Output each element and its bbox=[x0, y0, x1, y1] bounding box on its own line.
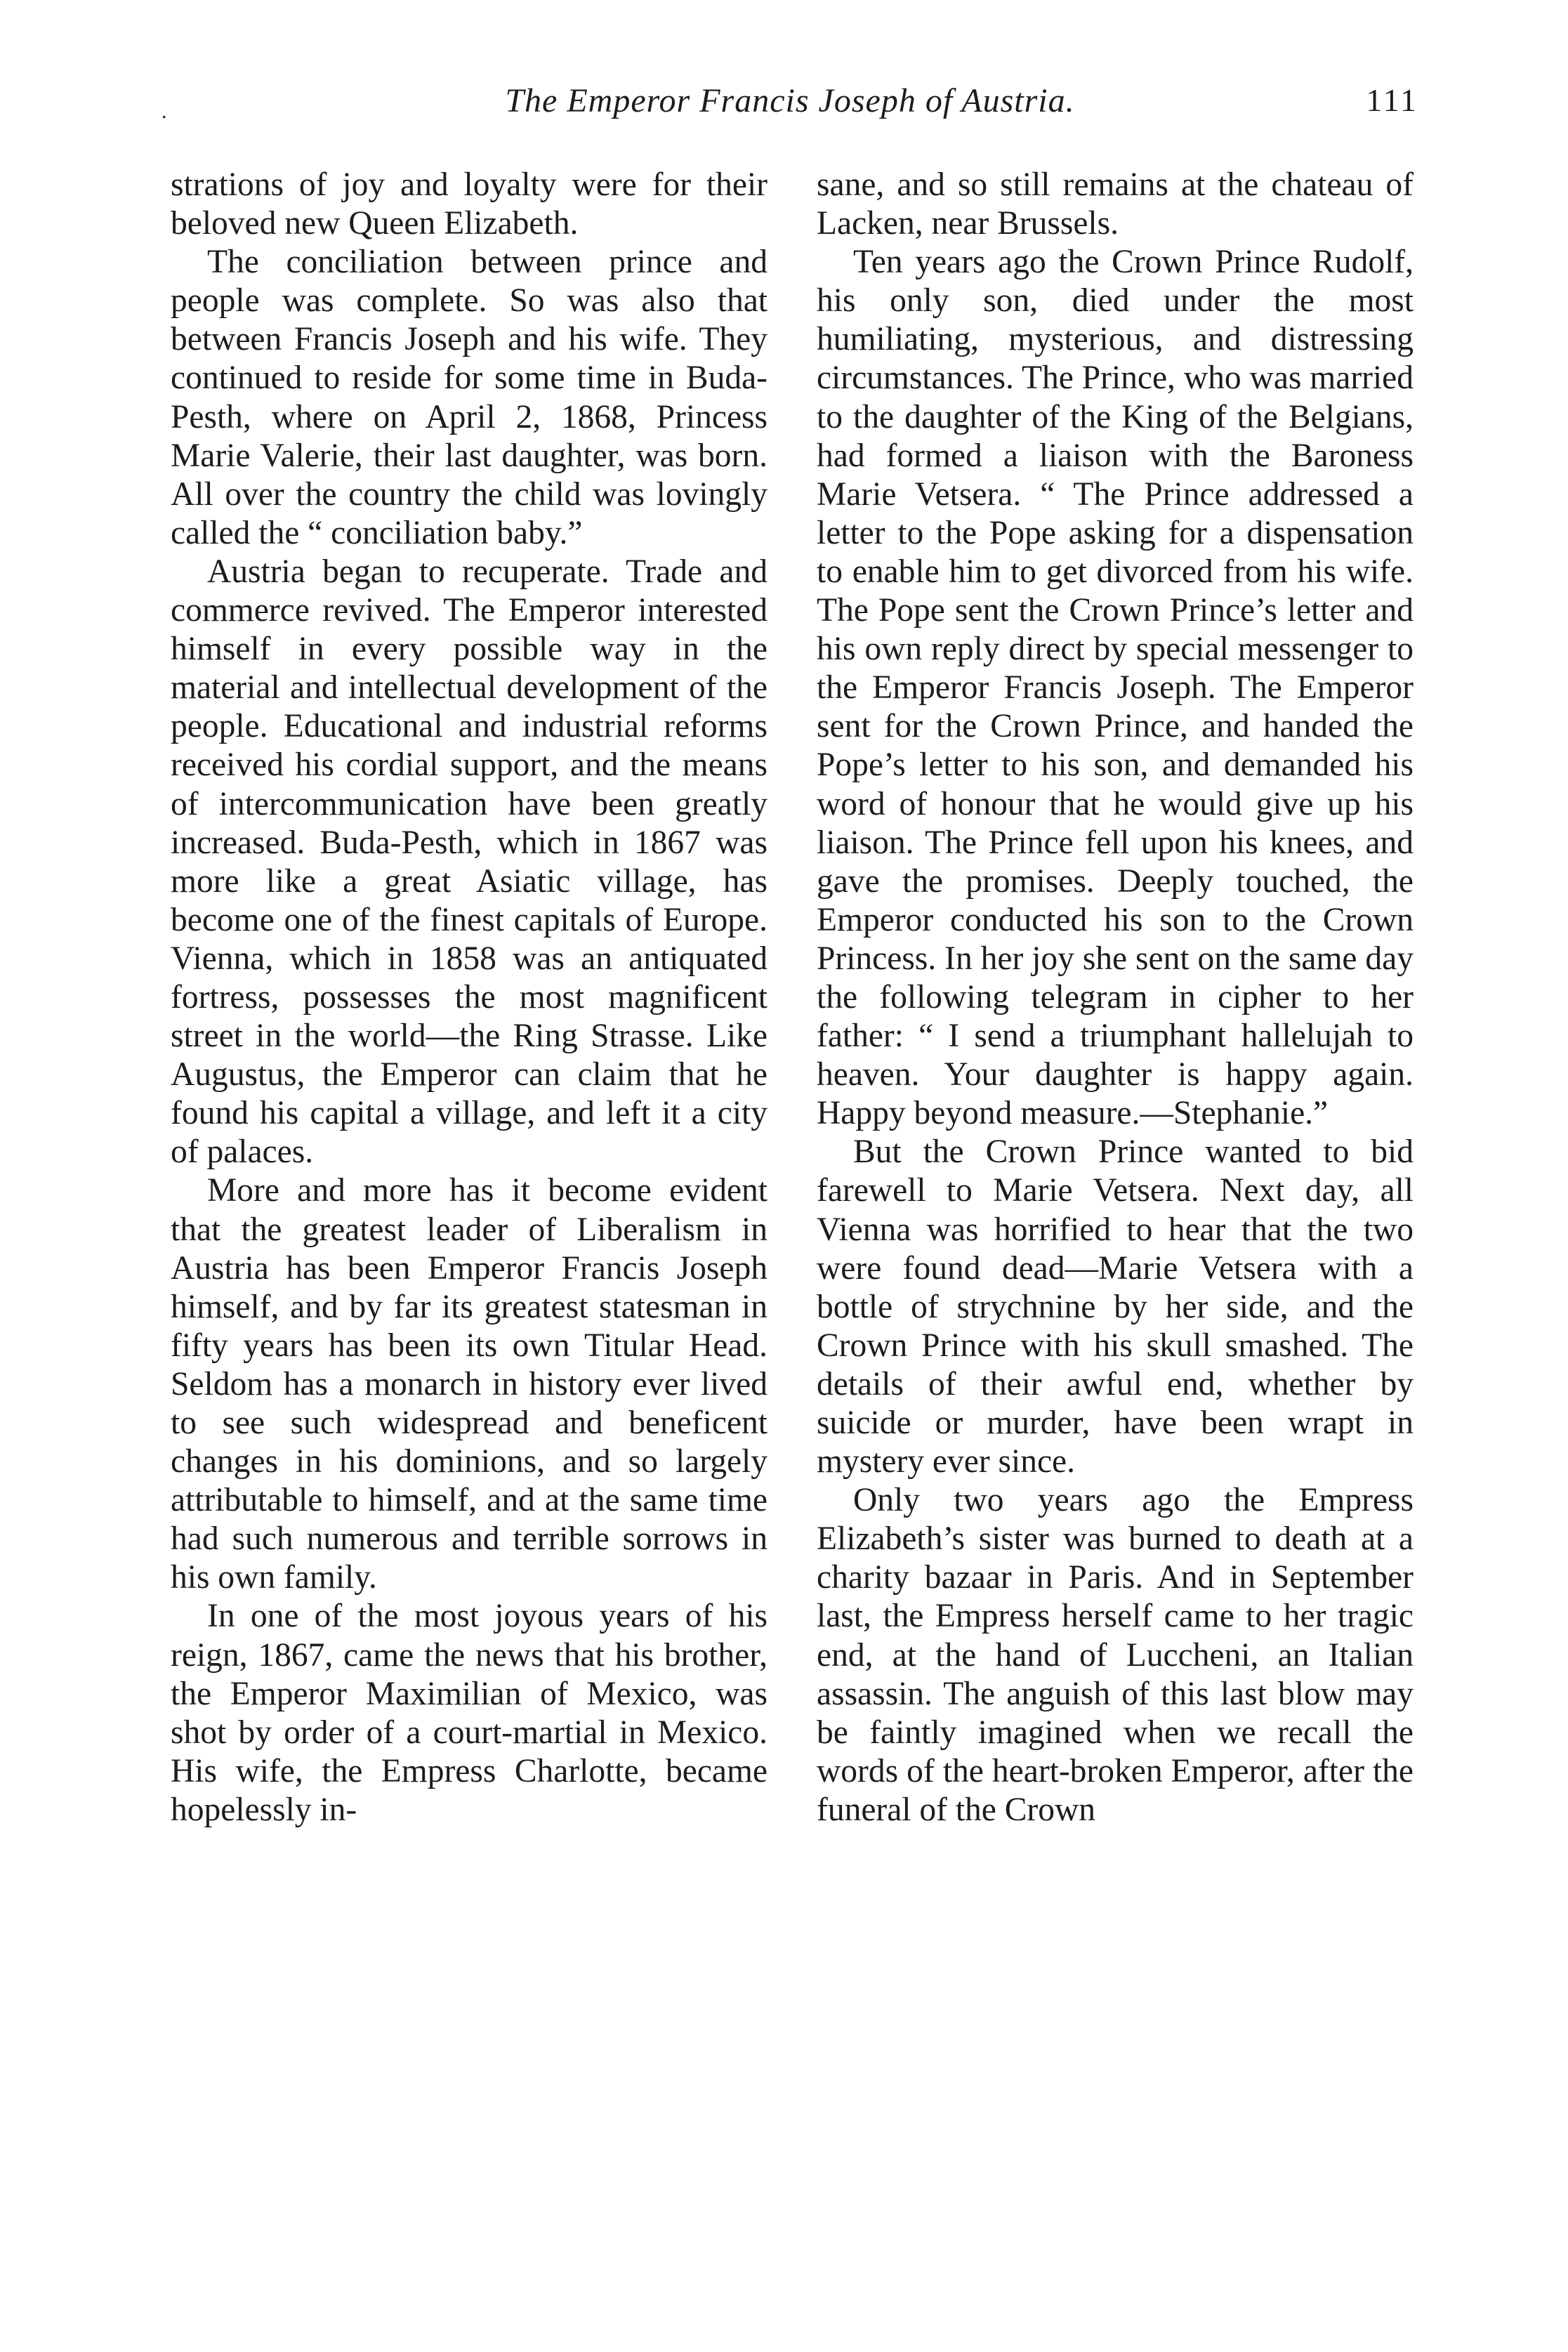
left-column bbox=[171, 166, 767, 1829]
paragraph: strations of joy and loyalty were for their beloved new Queen Elizabeth. bbox=[171, 166, 767, 242]
paragraph: In one of the most joyous years of his reign, 1867, came the news that his brother, the Emperor Maximilian of Mexico, was shot by order of a court-martial in Mexico. His wife, the Empress Charlotte, became hopelessly in- bbox=[171, 1598, 767, 1828]
running-title: The Emperor Francis Joseph of Austria. bbox=[505, 82, 1075, 119]
paragraph: Austria began to recuperate. Trade and commerce revived. The Emperor interested himself in every possible way in the material and intellectual development of the people. Educational and industrial reforms received his cordial support, and the means of intercommunication have been greatly increased. Buda-Pesth, which in 1867 was more like a great Asiatic village, has become one of the finest capitals of Europe. Vienna, which in 1858 was an antiquated fortress, possesses the most magnificent street in the world—the Ring Strasse. Like Augustus, the Emperor can claim that he found his capital a village, and left it a city of palaces. bbox=[171, 553, 767, 1171]
paragraph: The conciliation between prince and people was complete. So was also that between Francis Joseph and his wife. They continued to reside for some time in Buda-Pesth, where on April 2, 1868, Princess Marie Valerie, their last daughter, was born. All over the country the child was lovingly called the “ conciliation baby.” bbox=[171, 244, 767, 551]
paragraph: But the Crown Prince wanted to bid farewell to Marie Vetsera. Next day, all Vienna was horrified to hear that the two were found dead—Marie Vetsera with a bottle of strychnine by her side, and the Crown Prince with his skull smashed. The details of their awful end, whether by suicide or murder, have been wrapt in mystery ever since. bbox=[817, 1134, 1414, 1480]
paragraph: sane, and so still remains at the chateau of Lacken, near Brussels. bbox=[817, 166, 1414, 242]
paragraph: Only two years ago the Empress Elizabeth’s sister was burned to death at a charity bazaar in Paris. And in September last, the Empress herself came to her tragic end, at the hand of Luccheni, an Italian assassin. The anguish of this last blow may be faintly imagined when we recall the words of the heart-broken Emperor, after the funeral of the Crown bbox=[817, 1482, 1414, 1828]
right-column bbox=[817, 166, 1414, 1829]
page-number: 111 bbox=[1366, 82, 1418, 118]
header-marker: . bbox=[162, 100, 167, 123]
running-header bbox=[162, 81, 1418, 131]
paragraph: More and more has it become evident that the greatest leader of Liberalism in Austria has been Emperor Francis Joseph himself, and by far its greatest statesman in fifty years has been its own Titular Head. Seldom has a monarch in history ever lived to see such widespread and beneficent changes in his dominions, and so largely attributable to himself, and at the same time had such numerous and terrible sorrows in his own family. bbox=[171, 1172, 767, 1596]
paragraph: Ten years ago the Crown Prince Rudolf, his only son, died under the most humiliating, mysterious, and distressing circumstances. The Prince, who was married to the daughter of the King of the Belgians, had formed a liaison with the Baroness Marie Vetsera. “ The Prince addressed a letter to the Pope asking for a dispensation to enable him to get divorced from his wife. The Pope sent the Crown Prince’s letter and his own reply direct by special messenger to the Emperor Francis Joseph. The Emperor sent for the Crown Prince, and handed the Pope’s letter to his son, and demanded his word of honour that he would give up his liaison. The Prince fell upon his knees, and gave the promises. Deeply touched, the Emperor conducted his son to the Crown Princess. In her joy she sent on the same day the following telegram in cipher to her father: “ I send a triumphant hallelujah to heaven. Your daughter is happy again. Happy beyond measure.—Stephanie.” bbox=[817, 244, 1414, 1132]
